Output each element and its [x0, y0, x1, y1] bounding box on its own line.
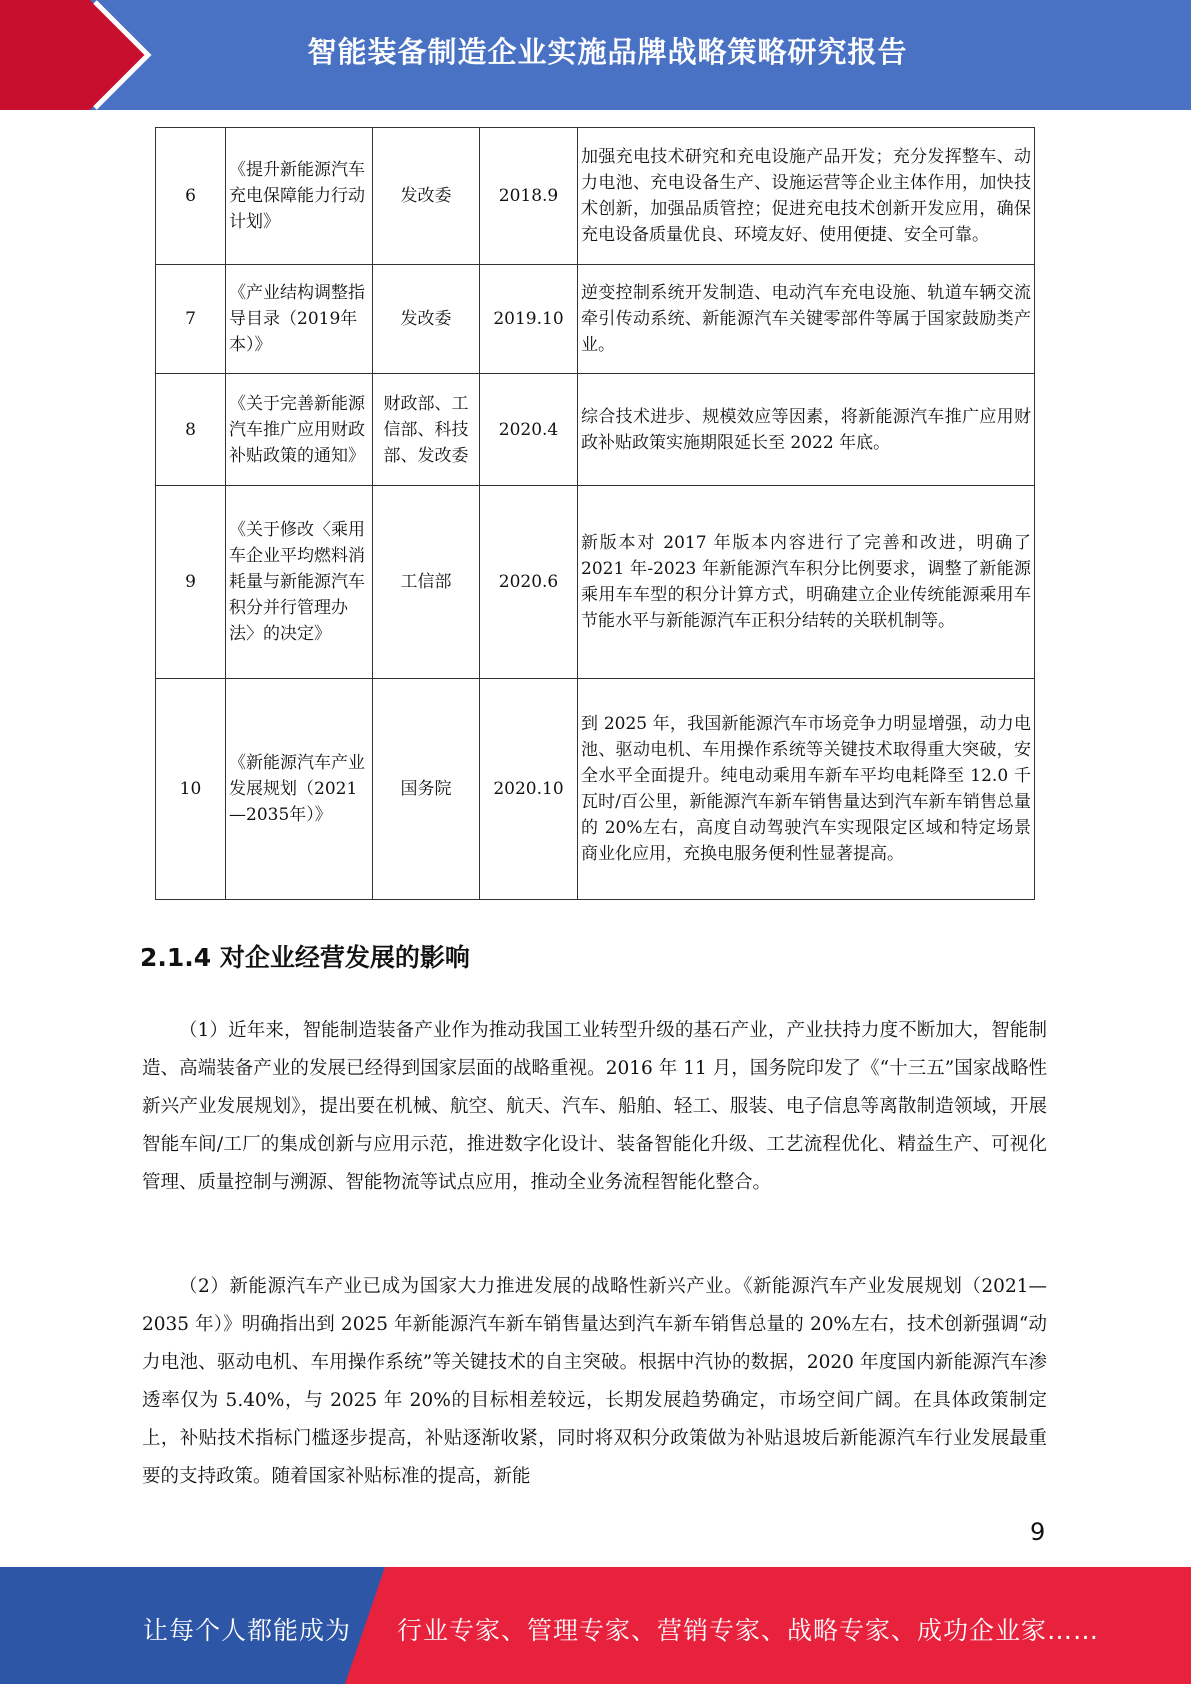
- footer-slogan-right: 行业专家、管理专家、营销专家、战略专家、成功企业家……: [397, 1616, 1100, 1645]
- policy-content: 到 2025 年，我国新能源汽车市场竞争力明显增强，动力电池、驱动电机、车用操作系统等关键技术取得重大突破，安全水平全面提升。纯电动乘用车新车平均电耗降至 12.0 千瓦时/百公里，新能源汽车新车销售量达到汽车新车销售总量的 20%左右，高度自动驾驶汽车实现限定区域和特定场景商业化应用，充换电服务便利性显著提高。: [578, 679, 1035, 900]
- policy-table: [155, 127, 1035, 900]
- issuing-agency: 发改委: [373, 128, 480, 265]
- table-row: [156, 265, 1035, 374]
- table-row: [156, 679, 1035, 900]
- table-row: [156, 374, 1035, 486]
- issuing-agency: 财政部、工信部、科技部、发改委: [373, 374, 480, 486]
- issue-date: 2018.9: [480, 128, 578, 265]
- body-paragraph: （2）新能源汽车产业已成为国家大力推进发展的战略性新兴产业。《新能源汽车产业发展规划（2021—2035 年）》明确指出到 2025 年新能源汽车新车销售量达到汽车新车销售总量的 20%左右，技术创新强调“动力电池、驱动电机、车用操作系统”等关键技术的自主突破。根据中汽协的数据，2020 年度国内新能源汽车渗透率仅为 5.40%，与 2025 年 20%的目标相差较远，长期发展趋势确定，市场空间广阔。在具体政策制定上，补贴技术指标门槛逐步提高，补贴逐渐收紧，同时将双积分政策做为补贴退坡后新能源汽车行业发展最重要的支持政策。随着国家补贴标准的提高，新能: [142, 1276, 1047, 1487]
- header-title: 智能装备制造企业实施品牌战略策略研究报告: [307, 35, 908, 69]
- issue-date: 2020.4: [480, 374, 578, 486]
- policy-name: 《产业结构调整指导目录（2019年本）》: [226, 265, 373, 374]
- section-heading: 2.1.4 对企业经营发展的影响: [140, 943, 470, 972]
- policy-content: 综合技术进步、规模效应等因素，将新能源汽车推广应用财政补贴政策实施期限延长至 2022 年底。: [578, 374, 1035, 486]
- footer-slogan-left: 让每个人都能成为: [143, 1616, 352, 1645]
- body-paragraph: （1）近年来，智能制造装备产业作为推动我国工业转型升级的基石产业，产业扶持力度不断加大，智能制造、高端装备产业的发展已经得到国家层面的战略重视。2016 年 11 月，国务院印发了《“十三五”国家战略性新兴产业发展规划》，提出要在机械、航空、航天、汽车、船舶、轻工、服装、电子信息等离散制造领域，开展智能车间/工厂的集成创新与应用示范，推进数字化设计、装备智能化升级、工艺流程优化、精益生产、可视化管理、质量控制与溯源、智能物流等试点应用，推动全业务流程智能化整合。: [142, 1020, 1047, 1193]
- policy-content: 逆变控制系统开发制造、电动汽车充电设施、轨道车辆交流牵引传动系统、新能源汽车关键零部件等属于国家鼓励类产业。: [578, 265, 1035, 374]
- table-row: [156, 486, 1035, 679]
- issue-date: 2020.6: [480, 486, 578, 679]
- policy-name: 《关于修改〈乘用车企业平均燃料消耗量与新能源汽车积分并行管理办法〉的决定》: [226, 486, 373, 679]
- policy-content: 加强充电技术研究和充电设施产品开发；充分发挥整车、动力电池、充电设备生产、设施运营等企业主体作用，加快技术创新，加强品质管控；促进充电技术创新开发应用，确保充电设备质量优良、环境友好、使用便捷、安全可靠。: [578, 128, 1035, 265]
- row-number: 7: [156, 265, 226, 374]
- issuing-agency: 工信部: [373, 486, 480, 679]
- issuing-agency: 发改委: [373, 265, 480, 374]
- policy-content: 新版本对 2017 年版本内容进行了完善和改进，明确了 2021 年-2023 年新能源汽车积分比例要求，调整了新能源乘用车车型的积分计算方式，明确建立企业传统能源乘用车节能水平与新能源汽车正积分结转的关联机制等。: [578, 486, 1035, 679]
- table-row: [156, 128, 1035, 265]
- issue-date: 2020.10: [480, 679, 578, 900]
- policy-name: 《新能源汽车产业发展规划（2021—2035年）》: [226, 679, 373, 900]
- page-number: 9: [1030, 1518, 1046, 1546]
- issue-date: 2019.10: [480, 265, 578, 374]
- page-footer: [0, 1567, 1191, 1684]
- issuing-agency: 国务院: [373, 679, 480, 900]
- row-number: 10: [156, 679, 226, 900]
- policy-name: 《关于完善新能源汽车推广应用财政补贴政策的通知》: [226, 374, 373, 486]
- row-number: 9: [156, 486, 226, 679]
- policy-name: 《提升新能源汽车充电保障能力行动计划》: [226, 128, 373, 265]
- row-number: 6: [156, 128, 226, 265]
- row-number: 8: [156, 374, 226, 486]
- page-header: [0, 0, 1191, 110]
